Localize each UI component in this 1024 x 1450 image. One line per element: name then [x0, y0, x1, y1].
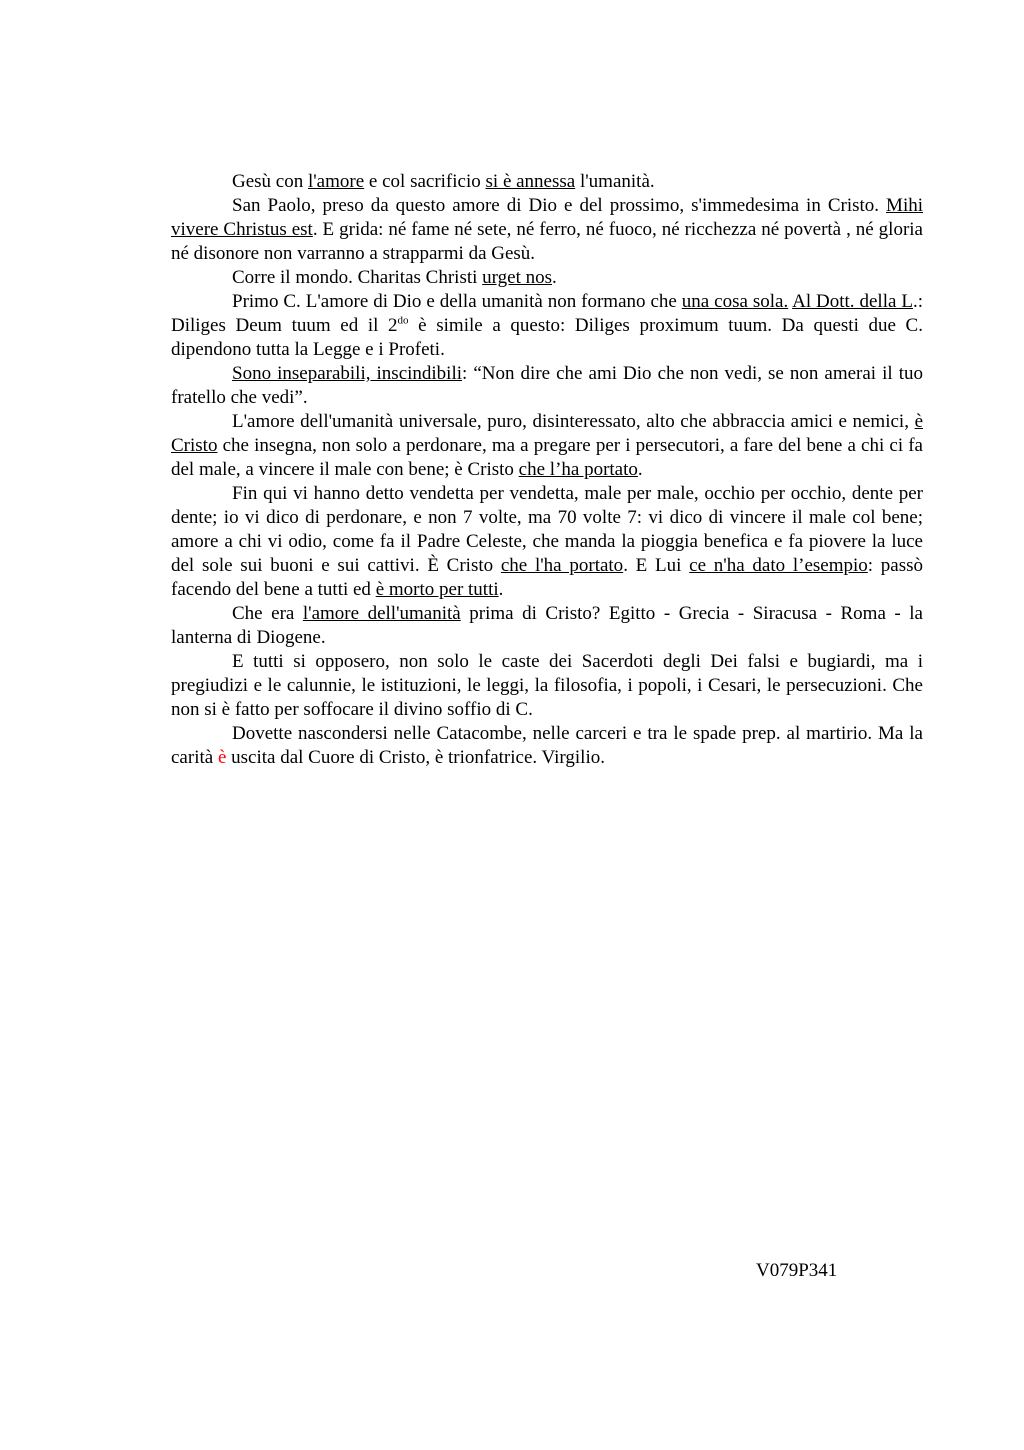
underlined-text: è morto per tutti	[375, 579, 499, 600]
text-run: prima di Cristo? Egitto - Grecia - Siracusa - Roma - la lanterna di Diogene.	[171, 603, 923, 648]
underlined-text: che l'ha portato	[500, 555, 624, 576]
text-run: : passò facendo del bene a tutti ed	[171, 555, 924, 600]
underlined-text: Mihi vivere Christus est	[171, 195, 923, 240]
underlined-text: che l’ha portato	[518, 459, 638, 480]
text-run: .	[637, 459, 643, 480]
text-run: e col sacrificio	[364, 171, 486, 192]
text-run: .: Diliges Deum tuum ed il 2	[171, 291, 923, 336]
underlined-text: è Cristo	[171, 411, 923, 456]
text-run: Dovette nascondersi nelle Catacombe, nelle carceri e tra le spade prep. al martirio. Ma la carità	[171, 723, 923, 768]
underlined-text: ce n'ha dato l’esempio	[689, 555, 868, 576]
text-run: Primo C. L'amore di Dio e della umanità non formano che	[232, 291, 682, 312]
paragraph	[171, 194, 923, 266]
underlined-text: Sono inseparabili, inscindibili	[232, 363, 463, 384]
paragraph	[171, 290, 923, 362]
text-run: : “Non dire che ami Dio che non vedi, se non amerai il tuo fratello che vedi”.	[171, 363, 923, 408]
text-run: Che era	[232, 603, 303, 624]
underlined-text: Al Dott. della L	[792, 291, 913, 312]
document-body	[171, 170, 923, 770]
underlined-text: urget nos	[482, 267, 552, 288]
paragraph	[171, 722, 923, 770]
text-run: .	[552, 267, 557, 288]
text-run: Corre il mondo. Charitas Christi	[232, 267, 483, 288]
paragraph	[171, 170, 923, 194]
text-run: Gesù con	[232, 171, 308, 192]
text-run: l'umanità.	[575, 171, 655, 192]
paragraph	[171, 410, 923, 482]
text-run: che insegna, non solo a perdonare, ma a pregare per i persecutori, a fare del bene a chi ci fa del male, a vincere il male con bene; è Cristo	[171, 435, 923, 480]
underlined-text: una cosa sola.	[681, 291, 789, 312]
underlined-text: si è annessa	[485, 171, 576, 192]
paragraph	[171, 266, 923, 290]
underlined-text: l'amore	[307, 171, 365, 192]
text-run: .	[498, 579, 504, 600]
text-run: uscita dal Cuore di Cristo, è trionfatrice. Virgilio.	[226, 747, 605, 768]
page-code: V079P341	[756, 1260, 838, 1281]
text-run: E tutti si opposero, non solo le caste dei Sacerdoti degli Dei falsi e bugiardi, ma i pregiudizi e le calunnie, le istituzioni, le leggi, la filosofia, i popoli, i Cesari, le persecuzioni. Che non si è fatto per soffocare il divino soffio di C.	[171, 651, 923, 720]
paragraph	[171, 362, 923, 410]
paragraph	[171, 650, 923, 722]
superscript-text: do	[397, 314, 409, 327]
highlighted-text: è	[217, 747, 227, 768]
underlined-text: l'amore dell'umanità	[302, 603, 461, 624]
text-run: L'amore dell'umanità universale, puro, disinteressato, alto che abbraccia amici e nemici,	[232, 411, 915, 432]
text-run: . E Lui	[623, 555, 690, 576]
text-run: . E grida: né fame né sete, né ferro, né fuoco, né ricchezza né povertà , né gloria né disonore non varranno a strapparmi da Gesù.	[171, 219, 923, 264]
paragraph	[171, 602, 923, 650]
text-run: San Paolo, preso da questo amore di Dio e del prossimo, s'immedesima in Cristo.	[232, 195, 887, 216]
paragraph	[171, 482, 923, 602]
text-run: è simile a questo: Diliges proximum tuum. Da questi due C. dipendono tutta la Legge e i Profeti.	[171, 315, 923, 360]
text-run: Fin qui vi hanno detto vendetta per vendetta, male per male, occhio per occhio, dente per dente; io vi dico di perdonare, e non 7 volte, ma 70 volte 7: vi dico di vincere il male col bene; amore a chi vi odio, come fa il Padre Celeste, che manda la pioggia benefica e fa piovere la luce del sole sui buoni e sui cattivi. È Cristo	[171, 483, 923, 576]
